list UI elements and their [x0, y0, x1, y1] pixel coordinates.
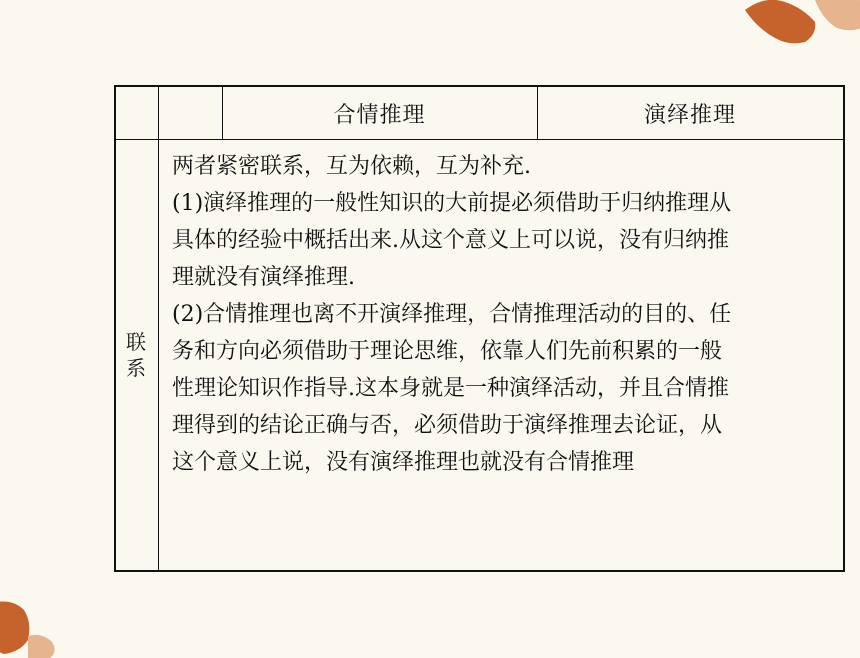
body-line-6: 务和方向必须借助于理论思维，依靠人们先前积累的一般 — [172, 338, 723, 364]
body-line-2: (1)演绎推理的一般性知识的大前提必须借助于归纳推理从 — [172, 190, 732, 216]
row-label-char-2: 系 — [126, 355, 148, 380]
body-line-7: 性理论知识作指导.这本身就是一种演绎活动，并且合情推 — [172, 375, 729, 401]
body-line-5: (2)合情推理也离不开演绎推理，合情推理活动的目的、任 — [172, 301, 732, 327]
table-header-row — [116, 87, 843, 140]
header-divider-3 — [537, 87, 538, 139]
row-label-char-1: 联 — [126, 329, 148, 354]
body-line-3: 具体的经验中概括出来.从这个意义上可以说，没有归纳推 — [172, 227, 729, 253]
decorative-corner-bottom-left — [0, 588, 62, 658]
header-cell-inductive-reasoning: 合情推理 — [333, 102, 426, 128]
header-cell-empty-2 — [158, 87, 222, 139]
connection-description — [172, 149, 836, 482]
body-line-4: 理就没有演绎推理. — [172, 264, 355, 290]
header-cell-empty-1 — [116, 87, 158, 139]
body-line-8: 理得到的结论正确与否，必须借助于演绎推理去论证，从 — [172, 412, 723, 438]
left-column-divider — [158, 87, 159, 570]
body-line-9: 这个意义上说，没有演绎推理也就没有合情推理 — [172, 449, 635, 475]
row-label-connection — [116, 139, 158, 570]
header-divider-2 — [222, 87, 223, 139]
decorative-corner-top-right — [745, 0, 860, 50]
body-line-1: 两者紧密联系，互为依赖，互为补充. — [172, 154, 531, 179]
header-cell-deductive-reasoning: 演绎推理 — [643, 102, 736, 128]
comparison-table — [114, 85, 845, 572]
